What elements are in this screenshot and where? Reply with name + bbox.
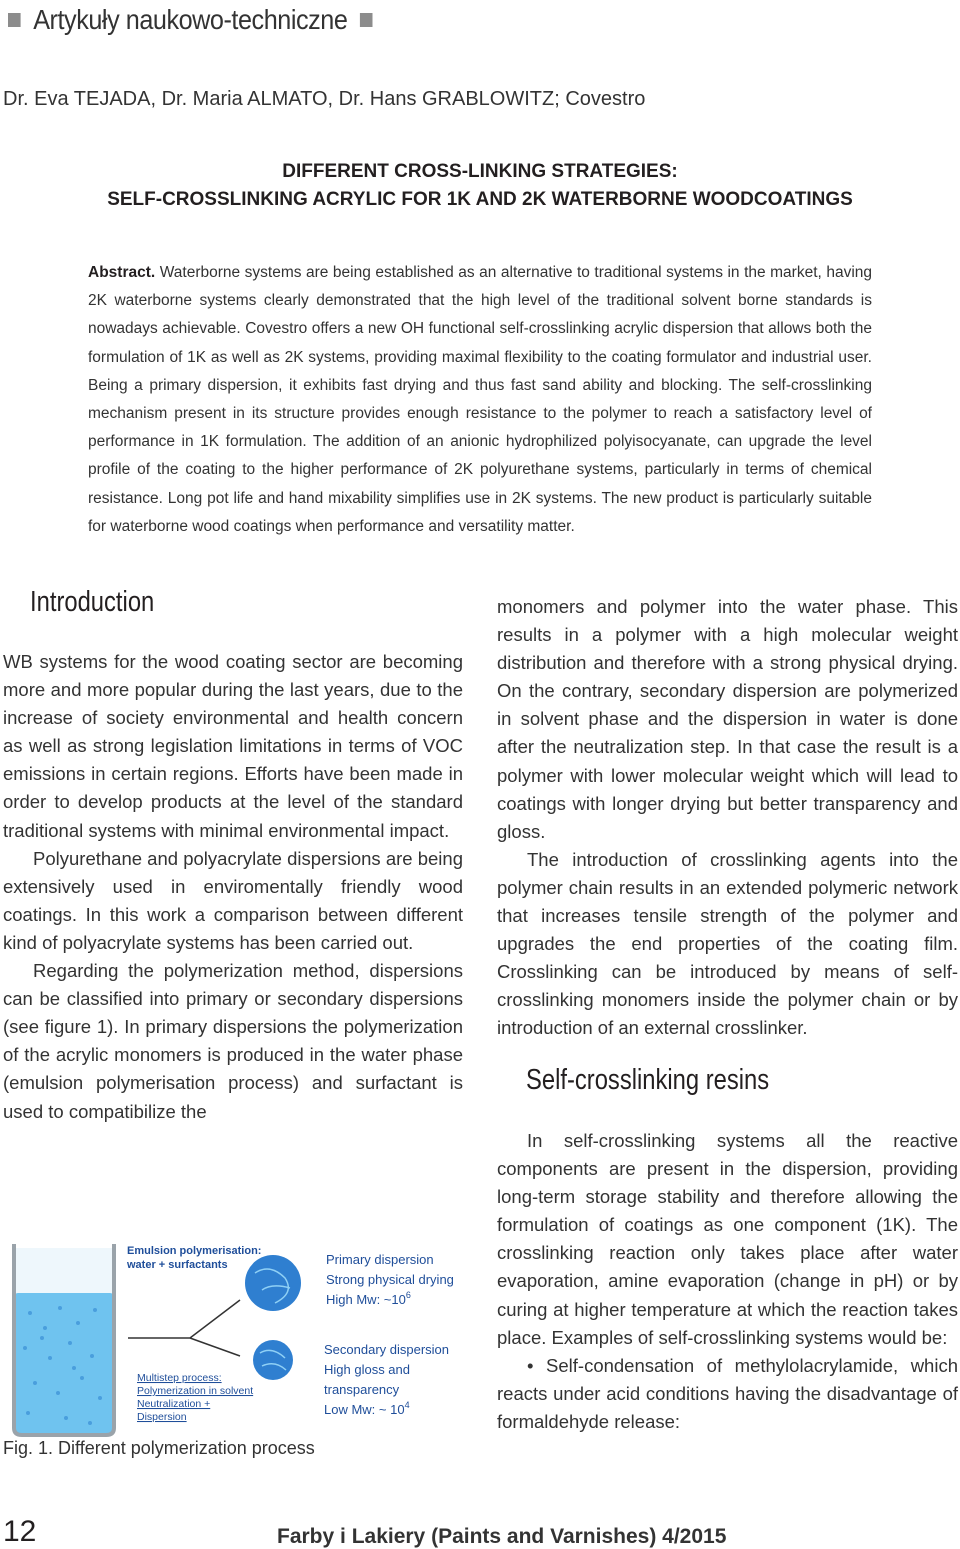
intro-paragraph: Regarding the polymerization method, dispersions can be classified into primary or secondary dispersions (see figure 1). In primary dispersions the polymerization of the acrylic monomers is produced in the water phase (emulsion polymerisation process) and surfactant is used to compatibilize the (3, 960, 463, 1122)
introduction-body (3, 648, 463, 1126)
secondary-label (324, 1400, 410, 1417)
page-number: 12 (3, 1515, 37, 1548)
primary-particle-icon (245, 1255, 301, 1311)
section-header (8, 0, 373, 40)
primary-label: Strong physical drying (326, 1272, 454, 1287)
body-paragraph: In self-crosslinking systems all the reactive components are present in the dispersion, providing long-term storage stability and therefore allowing the formulation of coatings as one component (1K). The crosslinking reaction only takes place after water evaporation, amine evaporation (change in pH) or by curing at higher temperature at which the reaction takes place. Examples of self-crosslinking systems would be: (497, 1130, 958, 1348)
branch-lines (128, 1300, 240, 1356)
body-paragraph: monomers and polymer into the water phase. This results in a polymer with a high molecular weight distribution and therefore with a strong physical drying. On the contrary, secondary dispersion are polymerized in solvent phase and the dispersion in water is done after the neutralization step. In that case the result is a polymer with lower molecular weight which will lead to coatings with longer drying but better transparency and gloss. (497, 596, 958, 842)
emulsion-label: Emulsion polymerisation: (127, 1245, 262, 1257)
introduction-heading: Introduction (30, 586, 155, 618)
secondary-mw-exp: 4 (404, 1400, 410, 1410)
self-crosslinking-body (497, 1127, 958, 1436)
multistep-label: Neutralization + (137, 1398, 211, 1410)
square-bullet-icon (8, 13, 21, 27)
figure-polymerization-process (0, 1238, 470, 1438)
title-line-1: DIFFERENT CROSS-LINKING STRATEGIES: (282, 161, 678, 182)
secondary-mw: Low Mw: ~ 10 (324, 1402, 405, 1417)
primary-label (326, 1290, 411, 1307)
figure-caption: Fig. 1. Different polymerization process (3, 1438, 315, 1458)
secondary-label: Secondary dispersion (324, 1342, 450, 1357)
secondary-label: transparency (324, 1382, 400, 1397)
journal-footer: Farby i Lakiery (Paints and Varnishes) 4/2015 (277, 1525, 727, 1548)
article-title (0, 158, 960, 214)
abstract (88, 259, 872, 541)
right-column-body (497, 593, 958, 1043)
multistep-label: Multistep process: (137, 1372, 222, 1384)
secondary-particle-icon (253, 1340, 293, 1380)
multistep-label: Dispersion (137, 1411, 187, 1423)
body-paragraph: The introduction of crosslinking agents into the polymer chain results in an extended polymeric network that increases tensile strength of the polymer and upgrades the end properties of the coating film. Crosslinking can be introduced by means of self-crosslinking monomers inside the polymer chain or by introduction of an external crosslinker. (497, 848, 958, 1039)
authors: Dr. Eva TEJADA, Dr. Maria ALMATO, Dr. Hans GRABLOWITZ; Covestro (3, 88, 646, 110)
section-title: Artykuły naukowo-techniczne (33, 4, 348, 35)
bullet-item: • Self-condensation of methylolacrylamide, which reacts under acid conditions having the disadvantage of formaldehyde release: (497, 1354, 958, 1432)
primary-mw-exp: 6 (405, 1290, 411, 1300)
abstract-text: Waterborne systems are being established as an alternative to traditional systems in the market, having 2K waterborne systems clearly demonstrated that the high level of the traditional solvent borne standards is nowadays achievable. Covestro offers a new OH functional self-crosslinking acrylic dispersion that allows both the formulation of 1K as well as 2K systems, providing maximal flexibility to the coating formulator and industrial user. Being a primary dispersion, it exhibits fast drying and thus fast sand ability and blocking. The self-crosslinking mechanism present in its structure provides enough resistance to the polymer to reach a satisfactory level of performance in 1K formulation. The addition of an anionic hydrophilized polyisocyanate, can upgrade the level profile of the coating to the higher performance of 2K polyurethane systems, particularly in terms of chemical resistance. Long pot life and hand mixability simplifies use in 2K systems. The new product is particularly suitable for waterborne wood coatings when performance and versatility matter. (88, 264, 873, 535)
emulsion-label: water + surfactants (127, 1259, 228, 1271)
intro-paragraph: WB systems for the wood coating sector are becoming more and more popular during the last years, due to the increase of society environmental and health concern as well as strong legislation limitations in terms of VOC emissions in certain regions. Efforts have been made in order to develop products at the level of the standard traditional systems with minimal environmental impact. (3, 651, 463, 841)
square-bullet-icon (360, 13, 373, 27)
beaker-icon (14, 1244, 114, 1435)
secondary-label: High gloss and (324, 1362, 410, 1377)
primary-label: Primary dispersion (326, 1252, 434, 1267)
primary-mw: High Mw: ~10 (326, 1292, 406, 1307)
abstract-label: Abstract. (88, 264, 156, 281)
intro-paragraph: Polyurethane and polyacrylate dispersions are being extensively used in enviromentally friendly wood coatings. In this work a comparison between different kind of polyacrylate systems has been carried out. (3, 847, 463, 953)
self-crosslinking-heading: Self-crosslinking resins (526, 1064, 770, 1096)
multistep-label: Polymerization in solvent (137, 1385, 254, 1397)
title-line-2: SELF-CROSSLINKING ACRYLIC FOR 1K AND 2K WATERBORNE WOODCOATINGS (107, 189, 853, 210)
